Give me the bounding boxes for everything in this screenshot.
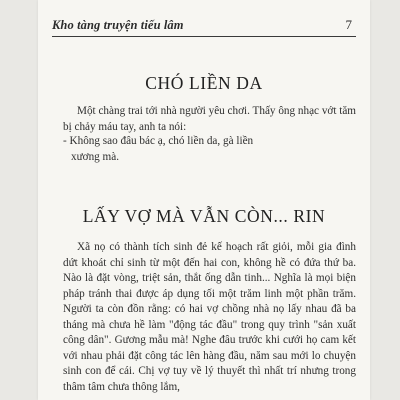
running-header bbox=[52, 14, 356, 37]
book-page bbox=[38, 0, 370, 400]
dialogue-line-continued: xương mà. bbox=[71, 150, 120, 163]
dialogue-paragraph bbox=[63, 134, 356, 165]
story-title: LẤY VỢ MÀ VẪN CÒN... RIN bbox=[82, 206, 326, 226]
story-title: CHÓ LIỀN DA bbox=[145, 73, 263, 93]
story-paragraph: Một chàng trai tới nhà người yêu chơi. Thấy ông nhạc vớt tăm bị chảy máu tay, anh ta nói: bbox=[63, 105, 357, 133]
dialogue-line: - Không sao đâu bác ạ, chó liền da, gà liền bbox=[63, 135, 254, 147]
book-title: Kho tàng truyện tiếu lâm bbox=[52, 18, 184, 32]
page-number: 7 bbox=[345, 17, 352, 32]
story-paragraph: Xã nọ có thành tích sinh đẻ kế hoạch rất giỏi, mỗi gia đình dứt khoát chỉ sinh từ một đến hai con, không hề có đứa thứ ba. Nào là đặt vòng, triệt sản, thắt ống dẫn tinh... Nghĩa là mọi biện pháp tránh thai được áp dụng tối một trăm linh một phần trăm. Người ta còn đồn rằng: có hai vợ chồng nhà nọ lấy nhau đã ba tháng mà chưa hề làm "động tác đầu" trong quy trình "sản xuất công dân". Gương mẫu mà! Nghe đâu trước khi cưới họ cam kết với nhau phải đặt công tác lên hàng đầu, năm sau mới lo chuyện sinh con để cái. Chị vợ tuy về lý thuyết thì nhất trí nhưng trong thâm tâm chưa thông lắm, bbox=[63, 241, 356, 393]
